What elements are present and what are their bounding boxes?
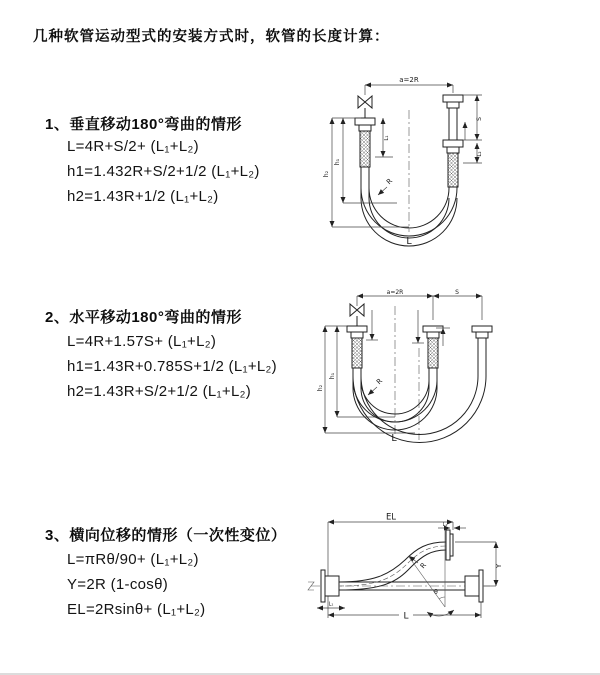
dim-label-l1-bottom: L₁ xyxy=(328,601,334,608)
diagram-horizontal-move-180-bend xyxy=(315,288,505,450)
section-3-formula-EL: EL=2Rsinθ+ (L₁+L₂) xyxy=(67,601,206,618)
section-2-formula-L: L=4R+1.57S+ (L₁+L₂) xyxy=(67,333,217,350)
hose-braid xyxy=(428,338,438,368)
dim-label-h1: h₁ xyxy=(329,372,336,380)
fitting-body xyxy=(359,125,371,131)
section-1-formula-L: L=4R+S/2+ (L₁+L₂) xyxy=(67,138,199,155)
section-3-heading: 3、横向位移的情形（一次性变位） xyxy=(45,527,287,544)
flange-plate xyxy=(321,570,325,602)
dim-label-h2: h₂ xyxy=(323,170,330,178)
section-1-heading: 1、垂直移动180°弯曲的情形 xyxy=(45,116,242,133)
union-nut xyxy=(355,118,375,125)
radius-label-r: R xyxy=(385,177,395,187)
hose-centerline xyxy=(339,546,446,586)
fitting-body xyxy=(351,332,363,338)
union-nut xyxy=(443,95,463,102)
dim-label-l2: L₂ xyxy=(477,151,483,157)
flange-plate xyxy=(479,570,483,602)
dim-label-el: EL xyxy=(385,512,397,523)
radius-label-r: R xyxy=(418,561,429,571)
section-3-formula-Y: Y=2R (1-cosθ) xyxy=(67,576,169,593)
flange-hub xyxy=(325,576,339,596)
dim-label-s: S xyxy=(455,289,459,296)
fitting-body xyxy=(427,332,439,338)
section-2-formula-h1: h1=1.43R+0.785S+1/2 (L₁+L₂) xyxy=(67,358,277,375)
union-nut xyxy=(472,326,492,332)
hose-braid xyxy=(448,153,458,187)
dim-label-a2r: a=2R xyxy=(399,76,419,84)
union-nut xyxy=(347,326,367,332)
length-label-l: L xyxy=(406,236,412,247)
fitting-body xyxy=(447,102,459,108)
flange-plate xyxy=(446,530,450,560)
hose-braid xyxy=(352,338,362,368)
length-label-l: L xyxy=(403,611,409,622)
flange-hub xyxy=(450,534,453,556)
hose-outline-moved xyxy=(361,338,478,435)
hose-braid xyxy=(360,131,370,167)
length-label-l: L xyxy=(391,433,397,444)
section-3-formula-L: L=πRθ/90+ (L₁+L₂) xyxy=(67,551,199,568)
diagram-vertical-move-180-bend xyxy=(315,72,500,257)
fitting-body xyxy=(447,147,459,153)
dim-label-l1-top: L₁ xyxy=(442,522,448,528)
dim-label-s: S xyxy=(476,117,483,121)
fitting-body xyxy=(476,332,488,338)
angle-arc xyxy=(439,597,445,599)
union-nut xyxy=(423,326,443,332)
dim-label-a2r: a=2R xyxy=(386,289,404,296)
flange-hub xyxy=(465,576,479,596)
page-title: 几种软管运动型式的安装方式时，软管的长度计算： xyxy=(33,29,390,45)
diagram-lateral-displacement xyxy=(303,512,508,630)
dim-label-h2: h₂ xyxy=(317,384,324,392)
section-1-formula-h1: h1=1.432R+S/2+1/2 (L₁+L₂) xyxy=(67,163,260,180)
radius-label-r: R xyxy=(375,377,385,387)
dim-label-l1: L₁ xyxy=(384,135,390,141)
radius-arrow-icon xyxy=(368,387,377,395)
valve-icon xyxy=(358,96,372,108)
dim-label-y: Y xyxy=(495,563,503,569)
section-2-formula-h2: h2=1.43R+S/2+1/2 (L₁+L₂) xyxy=(67,383,252,400)
union-nut xyxy=(443,140,463,147)
section-2-heading: 2、水平移动180°弯曲的情形 xyxy=(45,309,242,326)
radius-arrow-icon xyxy=(409,556,418,563)
section-1-formula-h2: h2=1.43R+1/2 (L₁+L₂) xyxy=(67,188,219,205)
radius-arrow-icon xyxy=(378,187,387,195)
angle-label-theta: θ xyxy=(434,589,438,596)
dim-label-h1: h₁ xyxy=(334,158,341,166)
